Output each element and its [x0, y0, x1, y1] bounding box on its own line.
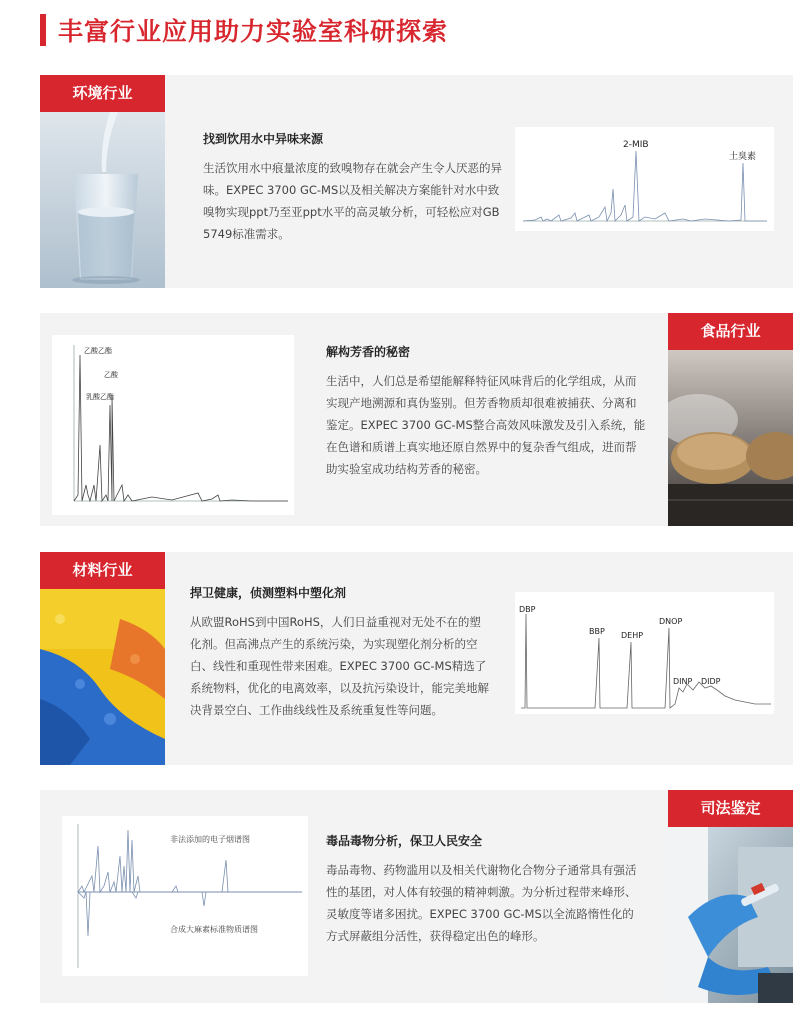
- section-forensics: [40, 790, 793, 1003]
- chromatogram-chart: [52, 335, 294, 515]
- page-title: 丰富行业应用助力实验室科研探索: [58, 17, 449, 46]
- section-body: 毒品毒物、药物滥用以及相关代谢物化合物分子通常具有强活性的基团，对人体有较强的精神刺激。为分析过程带来峰形、灵敏度等诸多困扰。EXPEC 3700 GC-MS以全流路惰性化的方式屏蔽组分活性，获得稳定出色的峰形。: [326, 863, 637, 943]
- chromatogram-chart: [515, 127, 774, 231]
- section-body: 生活饮用水中痕量浓度的致嗅物存在就会产生令人厌恶的异味。EXPEC 3700 GC-MS以及相关解决方案能针对水中致嗅物实现ppt乃至亚ppt水平的高灵敏分析，可轻松应对GB 5749标准需求。: [203, 161, 502, 241]
- section-heading: 找到饮用水中异味来源: [203, 132, 324, 146]
- peak-label: 乙酸乙酯: [84, 347, 112, 355]
- mass-spectrum-chart: [62, 816, 308, 976]
- chart-caption: 非法添加的电子烟谱图: [170, 835, 250, 844]
- section-materials: [40, 552, 793, 765]
- section-heading: 捍卫健康，侦测塑料中塑化剂: [190, 586, 347, 600]
- section-text: [203, 130, 503, 245]
- title-accent-bar: [40, 14, 46, 46]
- section-tag: 司法鉴定: [668, 790, 793, 827]
- chart-caption: 合成大麻素标准物质谱图: [170, 925, 258, 934]
- section-tag: 食品行业: [668, 313, 793, 350]
- peak-label: DBP: [519, 605, 536, 614]
- bread-image: [668, 350, 793, 526]
- peak-label: 乳酸乙酯: [86, 393, 114, 401]
- lab-gloves-image: [668, 827, 793, 1003]
- water-glass-image: [40, 112, 165, 288]
- section-heading: 解构芳香的秘密: [326, 345, 411, 359]
- peak-label: DNOP: [659, 617, 683, 626]
- plastic-pellets-image: [40, 589, 165, 765]
- section-text: [190, 584, 492, 721]
- peak-label: DEHP: [621, 631, 644, 640]
- peak-label: BBP: [589, 627, 605, 636]
- peak-label: DINP: [673, 677, 693, 686]
- peak-label: 2-MIB: [623, 140, 649, 150]
- peak-label: 土臭素: [729, 152, 757, 162]
- section-body: 从欧盟RoHS到中国RoHS，人们日益重视对无处不在的塑化剂。但高沸点产生的系统污染，为实现塑化剂分析的空白、线性和重现性带来困难。EXPEC 3700 GC-MS精选了系统物料，优化的电离效率，以及抗污染设计，能完美地解决背景空白、工作曲线线性及系统重复性等问题。: [190, 615, 489, 717]
- section-text: [326, 343, 646, 480]
- section-text: [326, 832, 644, 947]
- section-heading: 毒品毒物分析，保卫人民安全: [326, 834, 483, 848]
- chromatogram-chart: [515, 592, 774, 714]
- peak-label: 乙酸: [104, 371, 118, 379]
- section-environment: [40, 75, 793, 288]
- section-body: 生活中，人们总是希望能解释特征风味背后的化学组成，从而实现产地溯源和真伪鉴别。但芳香物质却很难被捕获、分离和鉴定。EXPEC 3700 GC-MS整合高效风味激发及引入系统，能在色谱和质谱上真实地还原自然界中的复杂香气组成，进而帮助实验室成功结构芳香的秘密。: [326, 374, 646, 476]
- section-food: [40, 313, 793, 526]
- peak-label: DIDP: [701, 677, 721, 686]
- section-tag: 环境行业: [40, 75, 165, 112]
- section-tag: 材料行业: [40, 552, 165, 589]
